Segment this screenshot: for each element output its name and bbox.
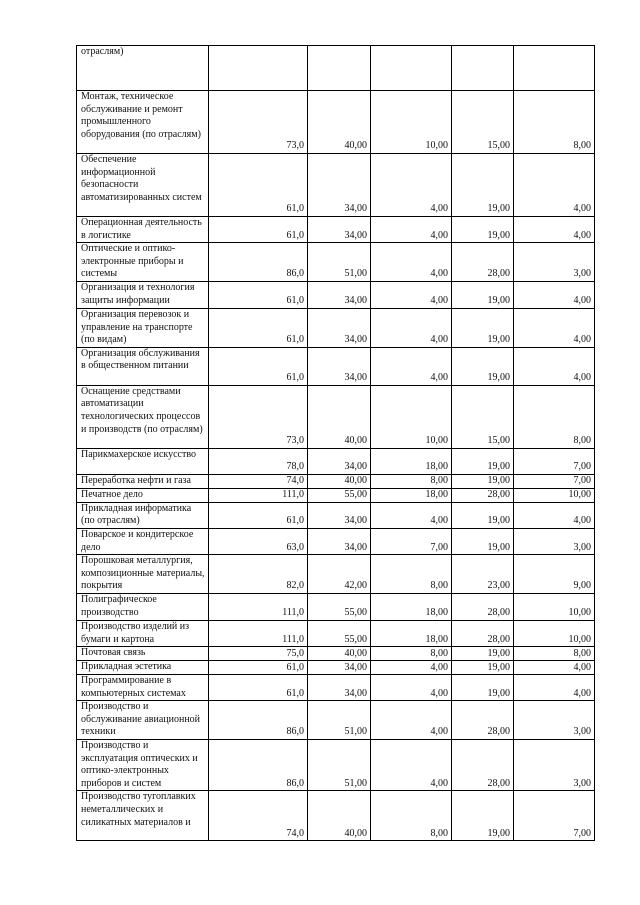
value-cell-col3: 4,00 xyxy=(371,154,452,217)
curriculum-hours-table xyxy=(76,45,595,841)
value-cell-col5: 4,00 xyxy=(514,308,595,347)
value-cell-col4: 19,00 xyxy=(452,347,514,385)
value-cell-col2: 34,00 xyxy=(308,217,371,243)
value-cell-col5: 7,00 xyxy=(514,448,595,474)
specialty-name-cell: Прикладная информатика (по отраслям) xyxy=(77,502,209,528)
document-page xyxy=(76,45,594,841)
value-cell-col4: 19,00 xyxy=(452,308,514,347)
value-cell-col5: 7,00 xyxy=(514,791,595,841)
value-cell-col5: 4,00 xyxy=(514,502,595,528)
value-cell-col5: 4,00 xyxy=(514,154,595,217)
value-cell-col3: 8,00 xyxy=(371,791,452,841)
value-cell-col5: 8,00 xyxy=(514,385,595,448)
specialty-name-cell: Программирование в компьютерных системах xyxy=(77,675,209,701)
value-cell-col4: 19,00 xyxy=(452,448,514,474)
value-cell-col4: 19,00 xyxy=(452,474,514,488)
value-cell-col3: 18,00 xyxy=(371,620,452,646)
value-cell-col5: 10,00 xyxy=(514,593,595,620)
value-cell-col1: 61,0 xyxy=(209,502,308,528)
specialty-name-cell: Почтовая связь xyxy=(77,647,209,661)
value-cell-col2: 34,00 xyxy=(308,281,371,308)
table-row xyxy=(77,740,595,791)
specialty-name-cell: Производство изделий из бумаги и картона xyxy=(77,620,209,646)
table-row xyxy=(77,91,595,154)
specialty-name-cell: Оснащение средствами автоматизации технологических процессов и производств (по отраслям) xyxy=(77,385,209,448)
value-cell-col2: 34,00 xyxy=(308,528,371,554)
table-row xyxy=(77,154,595,217)
value-cell-col4: 28,00 xyxy=(452,620,514,646)
value-cell-col2: 34,00 xyxy=(308,675,371,701)
value-cell-col3: 4,00 xyxy=(371,243,452,282)
specialty-name-cell: Парикмахерское искусство xyxy=(77,448,209,474)
value-cell-col5: 3,00 xyxy=(514,701,595,740)
value-cell-col4: 23,00 xyxy=(452,555,514,594)
table-row xyxy=(77,528,595,554)
value-cell-col4: 19,00 xyxy=(452,154,514,217)
value-cell-col3: 4,00 xyxy=(371,740,452,791)
value-cell-col4: 19,00 xyxy=(452,217,514,243)
value-cell-col3: 4,00 xyxy=(371,701,452,740)
value-cell-col2: 42,00 xyxy=(308,555,371,594)
value-cell-col3: 18,00 xyxy=(371,448,452,474)
specialty-name-cell: Печатное дело xyxy=(77,488,209,502)
table-row xyxy=(77,474,595,488)
value-cell-col4: 15,00 xyxy=(452,385,514,448)
value-cell-col1: 111,0 xyxy=(209,593,308,620)
table-row xyxy=(77,217,595,243)
specialty-name-cell: Организация обслуживания в общественном питании xyxy=(77,347,209,385)
table-row xyxy=(77,488,595,502)
value-cell-col3: 4,00 xyxy=(371,502,452,528)
value-cell-col5: 8,00 xyxy=(514,647,595,661)
value-cell-col3: 8,00 xyxy=(371,474,452,488)
value-cell-col3: 4,00 xyxy=(371,661,452,675)
value-cell-col2: 34,00 xyxy=(308,661,371,675)
value-cell-col1: 86,0 xyxy=(209,243,308,282)
specialty-name-cell: Производство тугоплавких неметаллических и силикатных материалов и xyxy=(77,791,209,841)
table-row xyxy=(77,502,595,528)
specialty-name-cell: Полиграфическое производство xyxy=(77,593,209,620)
value-cell-col2: 34,00 xyxy=(308,448,371,474)
value-cell-col2: 34,00 xyxy=(308,347,371,385)
value-cell-col3: 4,00 xyxy=(371,308,452,347)
value-cell-col3: 18,00 xyxy=(371,593,452,620)
value-cell-col1: 61,0 xyxy=(209,347,308,385)
value-cell-col1: 61,0 xyxy=(209,154,308,217)
value-cell-col3: 4,00 xyxy=(371,217,452,243)
specialty-name-cell: Операционная деятельность в логистике xyxy=(77,217,209,243)
value-cell-col2: 40,00 xyxy=(308,91,371,154)
value-cell-col3 xyxy=(371,46,452,91)
value-cell-col3: 18,00 xyxy=(371,488,452,502)
specialty-name-cell: Организация перевозок и управление на транспорте (по видам) xyxy=(77,308,209,347)
value-cell-col2: 55,00 xyxy=(308,593,371,620)
value-cell-col1: 61,0 xyxy=(209,217,308,243)
value-cell-col5 xyxy=(514,46,595,91)
value-cell-col1: 111,0 xyxy=(209,488,308,502)
value-cell-col1: 73,0 xyxy=(209,385,308,448)
table-row xyxy=(77,448,595,474)
value-cell-col1: 74,0 xyxy=(209,791,308,841)
value-cell-col1: 78,0 xyxy=(209,448,308,474)
value-cell-col2: 40,00 xyxy=(308,474,371,488)
value-cell-col1: 82,0 xyxy=(209,555,308,594)
value-cell-col2: 40,00 xyxy=(308,385,371,448)
specialty-name-cell: Порошковая металлургия, композиционные материалы, покрытия xyxy=(77,555,209,594)
value-cell-col3: 4,00 xyxy=(371,281,452,308)
value-cell-col4: 28,00 xyxy=(452,701,514,740)
value-cell-col2: 51,00 xyxy=(308,243,371,282)
table-row xyxy=(77,281,595,308)
value-cell-col5: 4,00 xyxy=(514,661,595,675)
value-cell-col1: 63,0 xyxy=(209,528,308,554)
table-row xyxy=(77,661,595,675)
value-cell-col4: 19,00 xyxy=(452,281,514,308)
value-cell-col5: 10,00 xyxy=(514,620,595,646)
value-cell-col3: 7,00 xyxy=(371,528,452,554)
value-cell-col1: 73,0 xyxy=(209,91,308,154)
value-cell-col1 xyxy=(209,46,308,91)
table-row xyxy=(77,385,595,448)
value-cell-col1: 75,0 xyxy=(209,647,308,661)
value-cell-col3: 10,00 xyxy=(371,91,452,154)
value-cell-col1: 86,0 xyxy=(209,701,308,740)
table-row xyxy=(77,675,595,701)
specialty-name-cell: Производство и обслуживание авиационной техники xyxy=(77,701,209,740)
value-cell-col2: 40,00 xyxy=(308,791,371,841)
table-row xyxy=(77,243,595,282)
value-cell-col3: 8,00 xyxy=(371,555,452,594)
table-row xyxy=(77,347,595,385)
value-cell-col5: 4,00 xyxy=(514,675,595,701)
value-cell-col1: 61,0 xyxy=(209,675,308,701)
value-cell-col1: 74,0 xyxy=(209,474,308,488)
specialty-name-cell: Монтаж, техническое обслуживание и ремонт промышленного оборудования (по отраслям) xyxy=(77,91,209,154)
value-cell-col4: 19,00 xyxy=(452,675,514,701)
value-cell-col4: 19,00 xyxy=(452,502,514,528)
table-row xyxy=(77,647,595,661)
value-cell-col4: 19,00 xyxy=(452,661,514,675)
table-row xyxy=(77,593,595,620)
table-row xyxy=(77,620,595,646)
value-cell-col5: 4,00 xyxy=(514,217,595,243)
specialty-name-cell: Оптические и оптико-электронные приборы и системы xyxy=(77,243,209,282)
value-cell-col5: 9,00 xyxy=(514,555,595,594)
value-cell-col1: 61,0 xyxy=(209,281,308,308)
table-row xyxy=(77,308,595,347)
value-cell-col3: 4,00 xyxy=(371,675,452,701)
value-cell-col1: 61,0 xyxy=(209,308,308,347)
specialty-name-cell: Обеспечение информационной безопасности автоматизированных систем xyxy=(77,154,209,217)
specialty-name-cell: Прикладная эстетика xyxy=(77,661,209,675)
value-cell-col2 xyxy=(308,46,371,91)
value-cell-col5: 4,00 xyxy=(514,347,595,385)
value-cell-col2: 40,00 xyxy=(308,647,371,661)
value-cell-col3: 10,00 xyxy=(371,385,452,448)
specialty-name-cell: Переработка нефти и газа xyxy=(77,474,209,488)
value-cell-col3: 4,00 xyxy=(371,347,452,385)
value-cell-col1: 111,0 xyxy=(209,620,308,646)
value-cell-col2: 55,00 xyxy=(308,488,371,502)
value-cell-col4: 19,00 xyxy=(452,791,514,841)
value-cell-col4: 28,00 xyxy=(452,243,514,282)
value-cell-col5: 10,00 xyxy=(514,488,595,502)
value-cell-col2: 55,00 xyxy=(308,620,371,646)
specialty-name-cell: отраслям) xyxy=(77,46,209,91)
value-cell-col2: 34,00 xyxy=(308,154,371,217)
value-cell-col5: 3,00 xyxy=(514,528,595,554)
value-cell-col4: 19,00 xyxy=(452,528,514,554)
value-cell-col5: 8,00 xyxy=(514,91,595,154)
value-cell-col2: 51,00 xyxy=(308,701,371,740)
value-cell-col4: 28,00 xyxy=(452,740,514,791)
value-cell-col2: 34,00 xyxy=(308,502,371,528)
table-row xyxy=(77,555,595,594)
value-cell-col1: 86,0 xyxy=(209,740,308,791)
value-cell-col4: 19,00 xyxy=(452,647,514,661)
specialty-name-cell: Производство и эксплуатация оптических и оптико-электронных приборов и систем xyxy=(77,740,209,791)
value-cell-col5: 7,00 xyxy=(514,474,595,488)
table-row xyxy=(77,701,595,740)
value-cell-col5: 4,00 xyxy=(514,281,595,308)
value-cell-col4: 28,00 xyxy=(452,593,514,620)
specialty-name-cell: Организация и технология защиты информации xyxy=(77,281,209,308)
value-cell-col5: 3,00 xyxy=(514,740,595,791)
value-cell-col4 xyxy=(452,46,514,91)
value-cell-col1: 61,0 xyxy=(209,661,308,675)
value-cell-col2: 34,00 xyxy=(308,308,371,347)
value-cell-col3: 8,00 xyxy=(371,647,452,661)
table-body xyxy=(77,46,595,841)
value-cell-col4: 28,00 xyxy=(452,488,514,502)
value-cell-col5: 3,00 xyxy=(514,243,595,282)
value-cell-col2: 51,00 xyxy=(308,740,371,791)
value-cell-col4: 15,00 xyxy=(452,91,514,154)
specialty-name-cell: Поварское и кондитерское дело xyxy=(77,528,209,554)
table-row xyxy=(77,791,595,841)
table-row xyxy=(77,46,595,91)
